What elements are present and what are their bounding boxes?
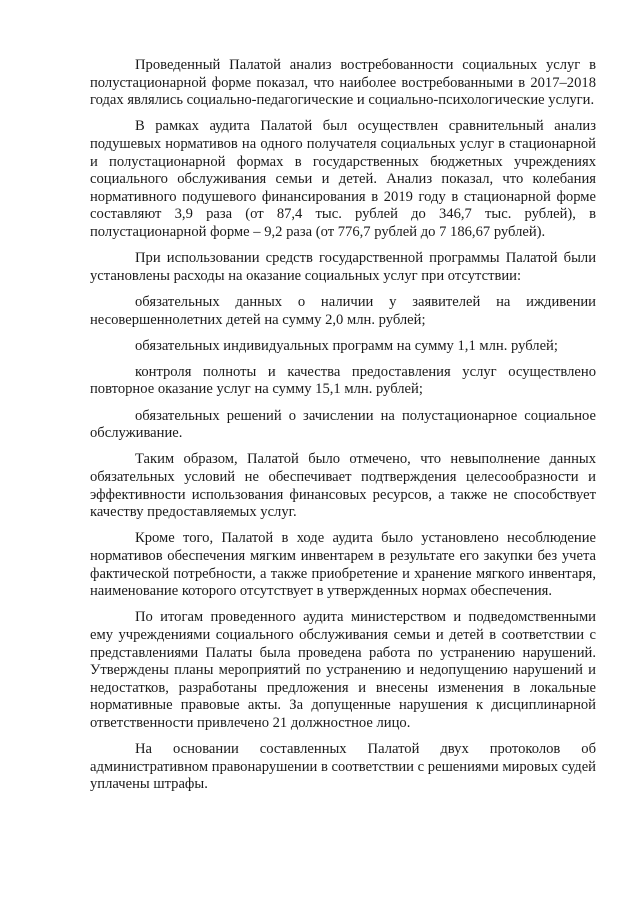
paragraph-soft-inventory: Кроме того, Палатой в ходе аудита было установлено несоблюдение нормативов обеспечения мягким инвентарем в результате его закупки без учета фактической потребности, а также приобретение и хранение мягкого инвентаря, наименование которого отсутствует в утвержденных нормах обеспечения. — [90, 530, 596, 600]
paragraph-missing-programs: обязательных индивидуальных программ на сумму 1,1 млн. рублей; — [135, 337, 558, 354]
document-body — [90, 57, 596, 803]
paragraph-fines: На основании составленных Палатой двух протоколов об административном правонарушении в соответствии с решениями мировых судей уплачены штрафы. — [90, 741, 596, 793]
paragraph-audit-results: По итогам проведенного аудита министерством и подведомственными ему учреждениями социального обслуживания семьи и детей в соответствии с представлениями Палаты была проведена работа по устранению нарушений. Утверждены планы мероприятий по устранению и недопущению нарушений и недостатков, разработаны предложения и внесены изменения в локальные нормативные правовые акты. За допущенные нарушения к дисциплинарной ответственности привлечено 21 должностное лицо. — [90, 609, 596, 731]
paragraph-missing-decisions: обязательных решений о зачислении на полустационарное социальное обслуживание. — [90, 407, 596, 442]
paragraph-missing-control: контроля полноты и качества предоставления услуг осуществлено повторное оказание услуг на сумму 15,1 млн. рублей; — [90, 363, 596, 398]
paragraph-expenses-intro: При использовании средств государственной программы Палатой были установлены расходы на оказание социальных услуг при отсутствии: — [90, 250, 596, 284]
paragraph-per-capita-analysis: В рамках аудита Палатой был осуществлен сравнительный анализ подушевых нормативов на одного получателя социальных услуг в стационарной и полустационарной формах в государственных бюджетных учреждениях социального обслуживания семьи и детей. Анализ показал, что колебания нормативного подушевого финансирования в 2019 году в стационарной форме составляют 3,9 раза (от 87,4 тыс. рублей до 346,7 тыс. рублей), в полустационарной форме – 9,2 раза (от 776,7 рублей до 7 186,67 рублей). — [90, 118, 596, 240]
paragraph-missing-data: обязательных данных о наличии у заявителей на иждивении несовершеннолетних детей на сумму 2,0 млн. рублей; — [90, 293, 596, 328]
paragraph-conclusion: Таким образом, Палатой было отмечено, что невыполнение данных обязательных условий не обеспечивает подтверждения целесообразности и эффективности использования финансовых ресурсов, а также не способствует качеству предоставляемых услуг. — [90, 451, 596, 521]
paragraph-demand-analysis: Проведенный Палатой анализ востребованности социальных услуг в полустационарной форме показал, что наиболее востребованными в 2017–2018 годах являлись социально-педагогические и социально-психологические услуги. — [90, 57, 596, 109]
